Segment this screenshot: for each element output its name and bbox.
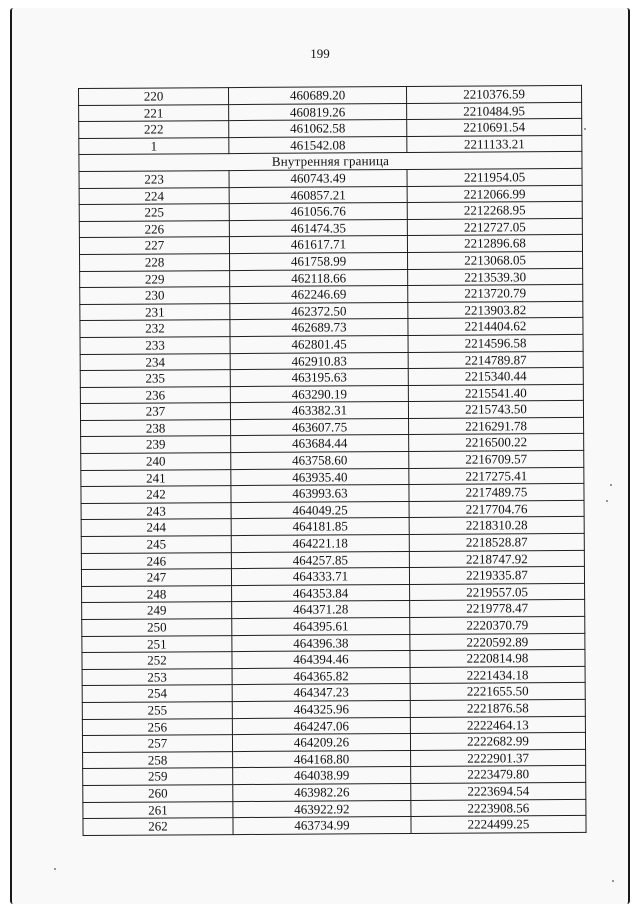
- point-number-cell: 247: [81, 569, 231, 587]
- y-coordinate-cell: 2210691.54: [407, 119, 582, 137]
- scan-speck: [606, 500, 608, 502]
- x-coordinate-cell: 464396.38: [232, 634, 410, 652]
- point-number-cell: 257: [82, 735, 232, 753]
- scan-speck: [584, 128, 586, 130]
- y-coordinate-cell: 2215340.44: [408, 368, 583, 386]
- point-number-cell: 248: [82, 585, 232, 603]
- y-coordinate-cell: 2221876.58: [410, 699, 585, 717]
- point-number-cell: 255: [82, 702, 232, 720]
- point-number-cell: 227: [79, 237, 229, 255]
- x-coordinate-cell: 461617.71: [229, 236, 407, 254]
- y-coordinate-cell: 2223908.56: [411, 799, 586, 817]
- point-number-cell: 1: [79, 137, 229, 155]
- x-coordinate-cell: 463734.99: [233, 817, 411, 835]
- y-coordinate-cell: 2210376.59: [406, 85, 581, 103]
- y-coordinate-cell: 2214596.58: [408, 334, 583, 352]
- x-coordinate-cell: 461758.99: [230, 252, 408, 270]
- x-coordinate-cell: 464257.85: [231, 551, 409, 569]
- x-coordinate-cell: 464168.80: [233, 750, 411, 768]
- point-number-cell: 258: [83, 751, 233, 769]
- point-number-cell: 253: [82, 668, 232, 686]
- x-coordinate-cell: 462910.83: [230, 352, 408, 370]
- x-coordinate-cell: 461474.35: [229, 219, 407, 237]
- y-coordinate-cell: 2212268.95: [407, 202, 582, 220]
- x-coordinate-cell: 462801.45: [230, 335, 408, 353]
- point-number-cell: 241: [81, 469, 231, 487]
- point-number-cell: 259: [83, 768, 233, 786]
- y-coordinate-cell: 2217275.41: [409, 467, 584, 485]
- scan-speck: [612, 880, 614, 882]
- x-coordinate-cell: 461062.58: [229, 120, 407, 138]
- x-coordinate-cell: 460743.49: [229, 169, 407, 187]
- point-number-cell: 242: [81, 486, 231, 504]
- x-coordinate-cell: 463758.60: [231, 452, 409, 470]
- y-coordinate-cell: 2218310.28: [409, 517, 584, 535]
- point-number-cell: 262: [83, 818, 233, 836]
- x-coordinate-cell: 464394.46: [232, 651, 410, 669]
- point-number-cell: 260: [83, 785, 233, 803]
- page-number: 199: [310, 46, 330, 61]
- x-coordinate-cell: 464181.85: [231, 518, 409, 536]
- y-coordinate-cell: 2213903.82: [408, 301, 583, 319]
- x-coordinate-cell: 464333.71: [231, 568, 409, 586]
- point-number-cell: 234: [80, 353, 230, 371]
- x-coordinate-cell: 464209.26: [232, 734, 410, 752]
- y-coordinate-cell: 2220814.98: [410, 650, 585, 668]
- y-coordinate-cell: 2224499.25: [411, 816, 586, 834]
- y-coordinate-cell: 2217704.76: [409, 500, 584, 518]
- y-coordinate-cell: 2212066.99: [407, 185, 582, 203]
- point-number-cell: 223: [79, 171, 229, 189]
- y-coordinate-cell: 2215541.40: [408, 384, 583, 402]
- x-coordinate-cell: 463195.63: [230, 369, 408, 387]
- point-number-cell: 246: [81, 552, 231, 570]
- point-number-cell: 245: [81, 536, 231, 554]
- point-number-cell: 251: [82, 635, 232, 653]
- table-row: [83, 816, 586, 836]
- y-coordinate-cell: 2220592.89: [410, 633, 585, 651]
- point-number-cell: 239: [81, 436, 231, 454]
- point-number-cell: 237: [80, 403, 230, 421]
- section-title: Внутренняя граница: [79, 152, 582, 172]
- x-coordinate-cell: 461056.76: [229, 203, 407, 221]
- y-coordinate-cell: 2222464.13: [410, 716, 585, 734]
- y-coordinate-cell: 2213539.30: [408, 268, 583, 286]
- x-coordinate-cell: 463982.26: [233, 783, 411, 801]
- y-coordinate-cell: 2211954.05: [407, 168, 582, 186]
- y-coordinate-cell: 2221655.50: [410, 683, 585, 701]
- y-coordinate-cell: 2220370.79: [410, 616, 585, 634]
- x-coordinate-cell: 460819.26: [229, 103, 407, 121]
- x-coordinate-cell: 463607.75: [231, 418, 409, 436]
- y-coordinate-cell: 2215743.50: [408, 401, 583, 419]
- point-number-cell: 254: [82, 685, 232, 703]
- point-number-cell: 240: [81, 453, 231, 471]
- y-coordinate-cell: 2222682.99: [410, 733, 585, 751]
- point-number-cell: 232: [80, 320, 230, 338]
- point-number-cell: 236: [80, 386, 230, 404]
- y-coordinate-cell: 2216291.78: [409, 417, 584, 435]
- point-number-cell: 252: [82, 652, 232, 670]
- y-coordinate-cell: 2223479.80: [411, 766, 586, 784]
- point-number-cell: 228: [80, 254, 230, 272]
- y-coordinate-cell: 2223694.54: [411, 782, 586, 800]
- y-coordinate-cell: 2214404.62: [408, 318, 583, 336]
- x-coordinate-cell: 463290.19: [230, 385, 408, 403]
- y-coordinate-cell: 2216709.57: [409, 450, 584, 468]
- y-coordinate-cell: 2217489.75: [409, 484, 584, 502]
- x-coordinate-cell: 464395.61: [232, 617, 410, 635]
- y-coordinate-cell: 2211133.21: [407, 135, 582, 153]
- x-coordinate-cell: 460857.21: [229, 186, 407, 204]
- y-coordinate-cell: 2218747.92: [409, 550, 584, 568]
- y-coordinate-cell: 2219778.47: [410, 600, 585, 618]
- x-coordinate-cell: 463382.31: [230, 402, 408, 420]
- point-number-cell: 261: [83, 801, 233, 819]
- y-coordinate-cell: 2218528.87: [409, 533, 584, 551]
- point-number-cell: 235: [80, 370, 230, 388]
- point-number-cell: 249: [82, 602, 232, 620]
- point-number-cell: 250: [82, 619, 232, 637]
- coordinates-table: [78, 85, 587, 836]
- x-coordinate-cell: 463993.63: [231, 485, 409, 503]
- scan-speck: [610, 484, 612, 486]
- x-coordinate-cell: 462246.69: [230, 286, 408, 304]
- point-number-cell: 225: [79, 204, 229, 222]
- point-number-cell: 243: [81, 502, 231, 520]
- top-rows-group: [79, 85, 582, 154]
- point-number-cell: 224: [79, 187, 229, 205]
- y-coordinate-cell: 2219335.87: [409, 567, 584, 585]
- x-coordinate-cell: 462689.73: [230, 319, 408, 337]
- point-number-cell: 220: [79, 88, 229, 106]
- x-coordinate-cell: 462118.66: [230, 269, 408, 287]
- x-coordinate-cell: 464221.18: [231, 535, 409, 553]
- x-coordinate-cell: 464371.28: [232, 601, 410, 619]
- y-coordinate-cell: 2210484.95: [407, 102, 582, 120]
- point-number-cell: 221: [79, 104, 229, 122]
- x-coordinate-cell: 464325.96: [232, 700, 410, 718]
- x-coordinate-cell: 463935.40: [231, 468, 409, 486]
- point-number-cell: 226: [79, 220, 229, 238]
- y-coordinate-cell: 2222901.37: [411, 749, 586, 767]
- x-coordinate-cell: 463922.92: [233, 800, 411, 818]
- point-number-cell: 230: [80, 287, 230, 305]
- x-coordinate-cell: 464347.23: [232, 684, 410, 702]
- x-coordinate-cell: 464038.99: [233, 767, 411, 785]
- point-number-cell: 238: [81, 419, 231, 437]
- point-number-cell: 233: [80, 336, 230, 354]
- point-number-cell: 222: [79, 121, 229, 139]
- y-coordinate-cell: 2214789.87: [408, 351, 583, 369]
- x-coordinate-cell: 464365.82: [232, 667, 410, 685]
- point-number-cell: 231: [80, 303, 230, 321]
- point-number-cell: 244: [81, 519, 231, 537]
- y-coordinate-cell: 2212727.05: [407, 218, 582, 236]
- y-coordinate-cell: 2219557.05: [410, 583, 585, 601]
- x-coordinate-cell: 464247.06: [232, 717, 410, 735]
- point-number-cell: 256: [82, 718, 232, 736]
- x-coordinate-cell: 463684.44: [231, 435, 409, 453]
- y-coordinate-cell: 2221434.18: [410, 666, 585, 684]
- x-coordinate-cell: 461542.08: [229, 136, 407, 154]
- x-coordinate-cell: 464353.84: [232, 584, 410, 602]
- inner-rows-group: [79, 168, 586, 835]
- point-number-cell: 229: [80, 270, 230, 288]
- y-coordinate-cell: 2213720.79: [408, 285, 583, 303]
- x-coordinate-cell: 464049.25: [231, 501, 409, 519]
- scanned-page: [10, 8, 630, 904]
- x-coordinate-cell: 460689.20: [229, 86, 407, 104]
- x-coordinate-cell: 462372.50: [230, 302, 408, 320]
- y-coordinate-cell: 2216500.22: [409, 434, 584, 452]
- y-coordinate-cell: 2213068.05: [408, 251, 583, 269]
- scan-speck: [54, 868, 56, 870]
- y-coordinate-cell: 2212896.68: [407, 235, 582, 253]
